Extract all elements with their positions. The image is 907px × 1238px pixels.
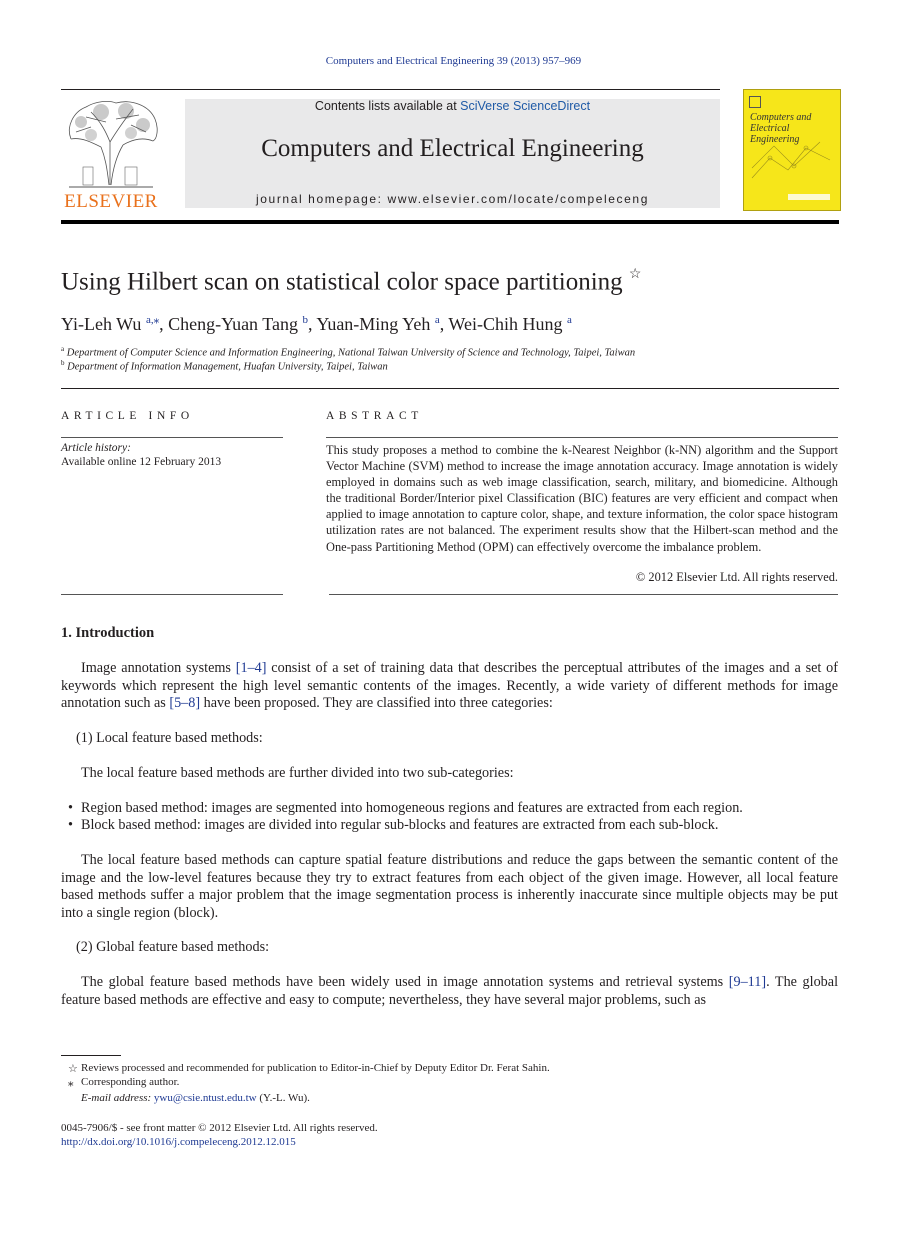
abstract-copyright: © 2012 Elsevier Ltd. All rights reserved.: [635, 570, 838, 584]
bullet-item: Block based method: images are divided into regular sub-blocks and features are extracted from each sub-block.: [81, 817, 719, 833]
reference-link[interactable]: [5–8]: [169, 695, 201, 712]
author-affiliation-mark[interactable]: b: [302, 314, 308, 326]
title-block-rule: [61, 388, 839, 389]
author-affiliation-mark[interactable]: a: [434, 314, 440, 326]
body-paragraph: [61, 660, 838, 713]
list-item: (1) Local feature based methods:: [76, 730, 263, 746]
paragraph-text: have been proposed. They are classified into three categories:: [200, 695, 553, 712]
email-link[interactable]: ywu@csie.ntust.edu.tw: [153, 1092, 257, 1104]
email-suffix: (Y.-L. Wu).: [256, 1092, 310, 1104]
bullet-icon: •: [68, 817, 73, 833]
issn-line: 0045-7906/$ - see front matter © 2012 Elsevier Ltd. All rights reserved.: [61, 1122, 378, 1134]
author-affiliation-mark[interactable]: a: [566, 314, 572, 326]
abstract-bottom-rule: [329, 594, 838, 595]
article-info-heading: ARTICLE INFO: [61, 410, 194, 422]
footnote-text: Reviews processed and recommended for publication to Editor-in-Chief by Deputy Editor Dr. Ferat Sahin.: [81, 1062, 550, 1074]
bullet-item: Region based method: images are segmented into homogeneous regions and features are extracted from each region.: [81, 800, 743, 816]
journal-cover: [743, 89, 841, 211]
affiliation: [61, 345, 635, 359]
affiliation-mark: b: [61, 359, 65, 367]
cover-title: Computers and Electrical Engineering: [750, 112, 812, 145]
paragraph-text: The global feature based methods have been widely used in image annotation systems and retrieval systems: [81, 974, 729, 990]
list-item: (2) Global feature based methods:: [76, 939, 270, 955]
section-heading: 1. Introduction: [61, 625, 155, 641]
body-paragraph: The local feature based methods can capture spatial feature distributions and reduce the gaps between the semantic content of the image and the low-level features because they try to extract features from each object of the given image. However, all local feature based methods suffer a major problem that the image segmentation process is inherently inaccurate since multiple objects may be put into a single region (block).: [61, 852, 838, 921]
footnote-corr-mark: ⁎: [68, 1077, 74, 1089]
article-history-value: Available online 12 February 2013: [61, 456, 222, 468]
article-info-bottom-rule: [61, 594, 283, 595]
body-paragraph: The local feature based methods are further divided into two sub-categories:: [81, 765, 514, 781]
footnote-email: [81, 1092, 310, 1104]
body-paragraph: [61, 974, 838, 1009]
journal-title: Computers and Electrical Engineering: [261, 135, 644, 162]
abstract-rule: [326, 437, 838, 438]
affiliation: [61, 359, 388, 373]
journal-homepage[interactable]: journal homepage: www.elsevier.com/locate/compeleceng: [256, 192, 649, 206]
footnote-rule: [61, 1055, 121, 1056]
bullet-icon: •: [68, 800, 73, 816]
paragraph-text: consist of a set of training data that describes the perceptual attributes of the images and a set of keywords which represent the high level semantic contents of the images. Recently, a wide variety of different methods for image annotation such as: [61, 660, 838, 712]
cover-pattern-icon: [750, 138, 834, 183]
article-title-text: Using Hilbert scan on statistical color space partitioning: [61, 268, 623, 296]
author-name: Cheng-Yuan Tang: [168, 314, 298, 334]
reference-link[interactable]: [9–11]: [728, 974, 767, 990]
doi-link[interactable]: http://dx.doi.org/10.1016/j.compeleceng.2012.12.015: [61, 1136, 296, 1148]
header-thick-rule: [61, 220, 839, 224]
paragraph-text: Image annotation systems: [81, 660, 236, 676]
header-rule: [61, 89, 720, 90]
journal-banner: [185, 99, 720, 208]
elsevier-wordmark: ELSEVIER: [64, 191, 158, 212]
abstract-heading: ABSTRACT: [326, 410, 423, 422]
cover-logo-icon: [749, 96, 761, 108]
affiliation-mark: a: [61, 345, 65, 353]
paragraph-text: . The global feature based methods are effective and easy to compute; nevertheless, they have several major problems, such as: [61, 974, 839, 1008]
contents-line: [185, 99, 720, 113]
sciencedirect-link[interactable]: SciVerse ScienceDirect: [460, 99, 591, 113]
author-list: Yi-Leh Wu $^{a,⁎}$, Cheng-Yuan Tang $^b$, Yuan-Ming Yeh $^a$, Wei-Chih Hung $^a$: [61, 314, 572, 334]
email-label: E-mail address:: [81, 1092, 152, 1104]
footnote-star-mark: ☆: [68, 1063, 78, 1075]
article-history-label: Article history:: [61, 442, 131, 454]
title-footnote-mark[interactable]: ☆: [628, 267, 642, 282]
cover-label: [788, 194, 830, 200]
abstract-text: This study proposes a method to combine the k-Nearest Neighbor (k-NN) algorithm and the Support Vector Machine (SVM) method to increase the image annotation accuracy. Image annotation is widely employed in domains such as web image classification, search, military, and biomedicine. Although the traditional Border/Interior pixel Classification (BIC) features are very efficient and compact when applied to image annotation to capture color, shape, and texture information, the color space histogram utilization rates are not balanced. The experiment results show that the Hilbert-scan method and the One-pass Partitioning Method (OPM) can effectively overcome the imbalance problem.: [326, 443, 838, 554]
reference-link[interactable]: [1–4]: [235, 660, 267, 676]
article-info-rule: [61, 437, 283, 438]
author-name: Yuan-Ming Yeh: [316, 314, 431, 334]
elsevier-logo: [61, 97, 161, 212]
contents-prefix: Contents lists available at: [314, 99, 461, 113]
article-title: [61, 268, 641, 296]
author-affiliation-mark[interactable]: a,⁎: [145, 314, 160, 326]
author-name: Wei-Chih Hung: [448, 314, 563, 334]
author-name: Yi-Leh Wu: [61, 314, 142, 334]
affiliation-text: Department of Computer Science and Information Engineering, National Taiwan University of Science and Technology, Taipei, Taiwan: [66, 347, 636, 359]
journal-citation[interactable]: Computers and Electrical Engineering 39 (2013) 957–969: [325, 55, 582, 67]
affiliation-text: Department of Information Management, Huafan University, Taipei, Taiwan: [67, 361, 388, 373]
footnote-text: Corresponding author.: [81, 1076, 180, 1088]
